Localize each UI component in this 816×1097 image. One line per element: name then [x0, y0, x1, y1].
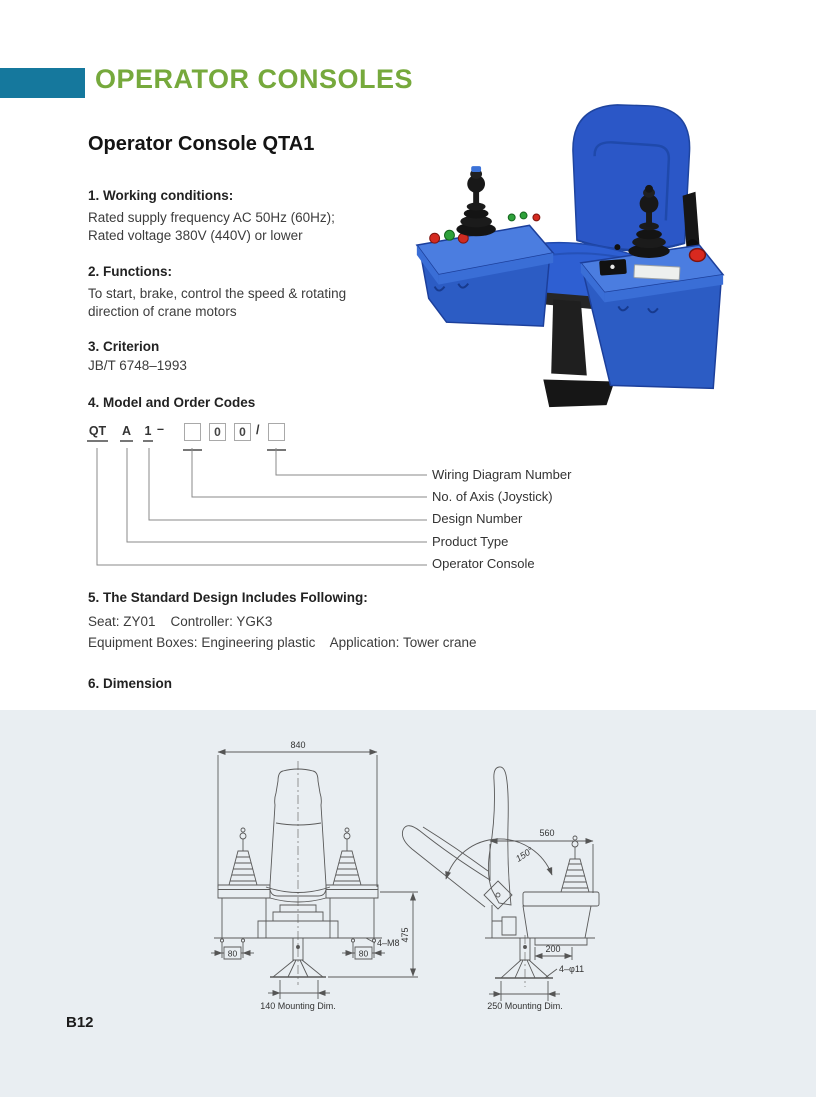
section-1-line: Rated supply frequency AC 50Hz (60Hz);	[88, 210, 335, 225]
page-number: B12	[66, 1014, 94, 1031]
product-photo	[405, 95, 815, 415]
svg-text:475: 475	[400, 927, 410, 943]
code-slash: /	[256, 423, 260, 437]
callout-wiring-diagram-number: Wiring Diagram Number	[432, 467, 572, 482]
section-2-heading: 2. Functions:	[88, 264, 172, 279]
section-5-line: Seat: ZY01 Controller: YGK3	[88, 614, 273, 629]
svg-text:150°: 150°	[513, 845, 535, 864]
section-3-line: JB/T 6748–1993	[88, 358, 187, 373]
code-part-a: A	[120, 424, 133, 442]
page-title: OPERATOR CONSOLES	[95, 64, 414, 94]
section-1-line: Rated voltage 380V (440V) or lower	[88, 228, 303, 243]
section-5-line: Equipment Boxes: Engineering plastic Application: Tower crane	[88, 635, 477, 650]
section-2-line: direction of crane motors	[88, 304, 237, 319]
callout-operator-console: Operator Console	[432, 556, 535, 571]
code-digit-box: 0	[209, 423, 226, 441]
section-3-heading: 3. Criterion	[88, 339, 160, 354]
svg-text:560: 560	[539, 828, 555, 838]
svg-text:80: 80	[358, 948, 369, 959]
svg-text:4–φ11: 4–φ11	[559, 964, 585, 974]
svg-text:250 Mounting Dim.: 250 Mounting Dim.	[487, 1001, 563, 1011]
dimension-side-view-drawing	[395, 735, 730, 1015]
section-6-heading: 6. Dimension	[88, 676, 173, 691]
section-5-heading: 5. The Standard Design Includes Following:	[88, 590, 368, 605]
callout-design-number: Design Number	[432, 511, 523, 526]
callout-no-of-axis: No. of Axis (Joystick)	[432, 489, 553, 504]
svg-text:840: 840	[290, 740, 306, 750]
section-1-heading: 1. Working conditions:	[88, 188, 234, 203]
code-part-1: 1	[143, 424, 153, 442]
code-digit-box: 0	[234, 423, 251, 441]
svg-text:4–M8: 4–M8	[377, 938, 400, 948]
callout-product-type: Product Type	[432, 534, 509, 549]
header-accent-bar	[0, 68, 85, 98]
code-dash: –	[157, 422, 164, 436]
section-2-line: To start, brake, control the speed & rotating	[88, 286, 347, 301]
model-code-callout-lines	[80, 441, 430, 573]
svg-text:200: 200	[545, 944, 561, 954]
section-4-heading: 4. Model and Order Codes	[88, 395, 256, 410]
code-part-qt: QT	[87, 424, 108, 442]
svg-text:80: 80	[227, 948, 238, 959]
svg-text:140 Mounting Dim.: 140 Mounting Dim.	[260, 1001, 336, 1011]
product-title: Operator Console QTA1	[88, 133, 315, 155]
